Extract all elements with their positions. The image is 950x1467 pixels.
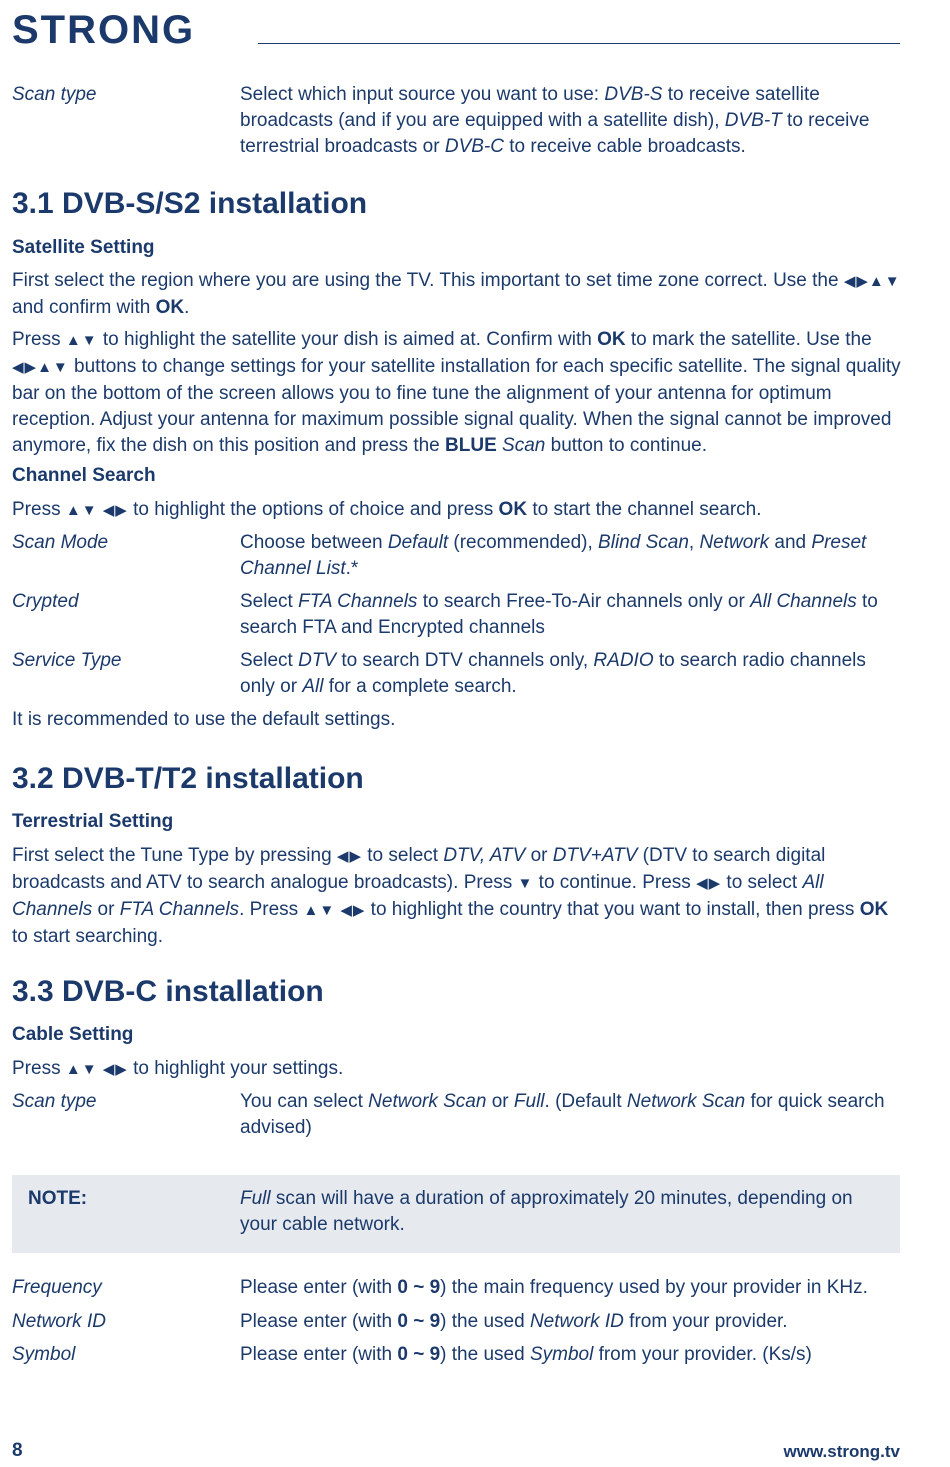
satellite-setting-heading: Satellite Setting	[12, 237, 155, 258]
note-label: NOTE:	[28, 1188, 88, 1209]
symbol-desc: Please enter (with 0 ~ 9) the used Symbol from your provider. (Ks/s)	[240, 1344, 812, 1365]
cable-setting-heading: Cable Setting	[12, 1024, 134, 1045]
service-type-desc: Select DTV to search DTV channels only, RADIO to search radio channels only or All for a complete search.	[240, 650, 866, 697]
note-box	[12, 1175, 900, 1253]
crypted-term: Crypted	[12, 591, 79, 612]
arrow-keys-icon: ▲▼	[65, 332, 98, 349]
scan-type-term: Scan type	[12, 84, 97, 105]
network-id-desc: Please enter (with 0 ~ 9) the used Network ID from your provider.	[240, 1311, 788, 1332]
page-number: 8	[12, 1440, 23, 1461]
channel-search-heading: Channel Search	[12, 465, 156, 486]
arrow-keys-icon: ◀▶	[336, 848, 362, 865]
section-3-1-title: 3.1 DVB-S/S2 installation	[12, 187, 368, 220]
cable-scan-type-desc: You can select Network Scan or Full. (Default Network Scan for quick search advised)	[240, 1091, 885, 1138]
strong-logo: STRONG	[12, 8, 196, 52]
arrow-keys-icon: ▲▼ ◀▶	[303, 902, 366, 919]
arrow-keys-icon: ◀▶▲▼	[843, 273, 901, 290]
symbol-term: Symbol	[12, 1344, 76, 1365]
recommend-text: It is recommended to use the default settings.	[12, 709, 396, 730]
service-type-term: Service Type	[12, 650, 122, 671]
section-3-2-title: 3.2 DVB-T/T2 installation	[12, 762, 364, 795]
arrow-keys-icon: ◀▶	[696, 875, 722, 892]
frequency-term: Frequency	[12, 1277, 102, 1298]
arrow-keys-icon: ▼	[517, 875, 534, 892]
arrow-keys-icon: ▲▼ ◀▶	[65, 1061, 128, 1078]
satellite-setting-paragraph-2: Press ▲▼ to highlight the satellite your dish is aimed at. Confirm with OK to mark the satellite. Use the ◀▶▲▼ buttons to change settings for your satellite installation for each specific satellite. The signal quality bar on the bottom of the screen allows you to fine tune the alignment of your antenna for optimum reception. Adjust your antenna for maximum possible signal quality. When the signal cannot be improved anymore, fix the dish on this position and press the BLUE Scan button to continue.	[12, 329, 901, 456]
satellite-setting-paragraph-1: First select the region where you are using the TV. This important to set time zone correct. Use the ◀▶▲▼ and confirm with OK.	[12, 270, 901, 318]
channel-search-paragraph: Press ▲▼ ◀▶ to highlight the options of choice and press OK to start the channel search.	[12, 499, 762, 520]
scan-type-desc: Select which input source you want to use: DVB-S to receive satellite broadcasts (and if you are equipped with a satellite dish), DVB-T to receive terrestrial broadcasts or DVB-C to receive cable broadcasts.	[240, 84, 870, 157]
network-id-term: Network ID	[12, 1311, 106, 1332]
crypted-desc: Select FTA Channels to search Free-To-Air channels only or All Channels to search FTA and Encrypted channels	[240, 591, 878, 638]
arrow-keys-icon: ◀▶▲▼	[12, 359, 69, 376]
cable-setting-paragraph: Press ▲▼ ◀▶ to highlight your settings.	[12, 1058, 344, 1079]
frequency-desc: Please enter (with 0 ~ 9) the main frequency used by your provider in KHz.	[240, 1277, 868, 1298]
scan-mode-term: Scan Mode	[12, 532, 109, 553]
header-rule	[258, 43, 900, 44]
note-desc: Full scan will have a duration of approximately 20 minutes, depending on your cable network.	[240, 1188, 853, 1235]
arrow-keys-icon: ▲▼ ◀▶	[65, 502, 128, 519]
terrestrial-setting-heading: Terrestrial Setting	[12, 811, 174, 832]
website-link[interactable]: www.strong.tv	[783, 1442, 900, 1461]
terrestrial-setting-paragraph: First select the Tune Type by pressing ◀▶ to select DTV, ATV or DTV+ATV (DTV to search digital broadcasts and ATV to search analogue broadcasts). Press ▼ to continue. Press ◀▶ to select All Channels or FTA Channels. Press ▲▼ ◀▶ to highlight the country that you want to install, then press OK to start searching.	[12, 845, 889, 947]
scan-mode-desc: Choose between Default (recommended), Blind Scan, Network and Preset Channel List.*	[240, 532, 867, 579]
cable-scan-type-term: Scan type	[12, 1091, 97, 1112]
section-3-3-title: 3.3 DVB-C installation	[12, 975, 324, 1008]
